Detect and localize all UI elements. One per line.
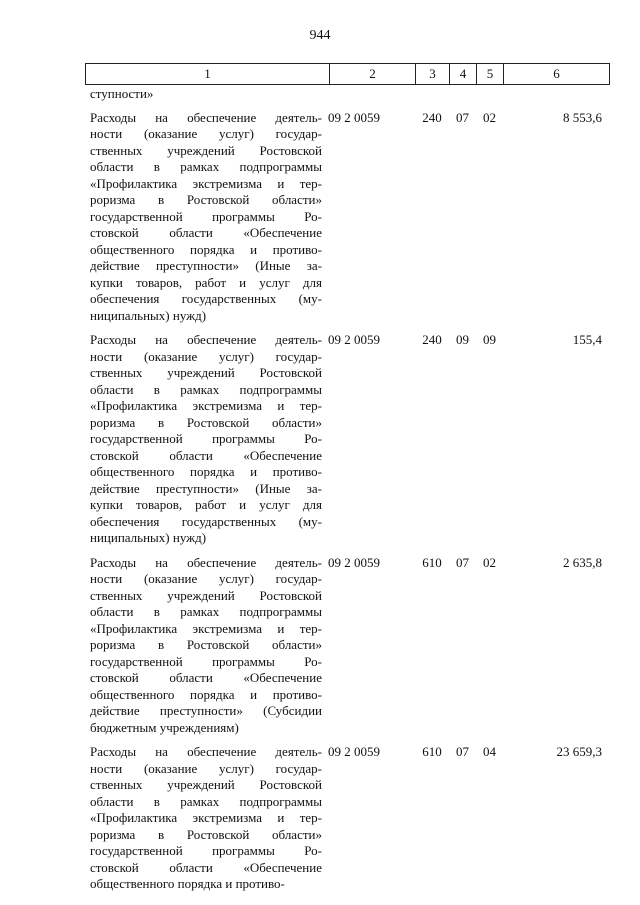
row-name-line: государственной программы Ро- <box>90 843 322 858</box>
row-vr: 610 <box>422 554 442 570</box>
table-row <box>85 110 610 325</box>
row-name-line: области в рамках подпрограммы <box>90 159 322 174</box>
header-col-5: 5 <box>477 64 504 84</box>
row-pr: 09 <box>483 332 496 347</box>
row-name-line: ственных учреждений Ростовской <box>90 777 322 792</box>
row-name-line: общественного порядка и противо- <box>90 686 322 702</box>
row-name-line: Расходы на обеспечение деятель- <box>90 744 322 759</box>
row-name-line: Расходы на обеспечение деятель- <box>90 332 322 347</box>
row-name-line: «Профилактика экстремизма и тер- <box>90 398 322 413</box>
row-rz: 07 <box>456 744 469 759</box>
row-name-line: «Профилактика экстремизма и тер- <box>90 175 322 191</box>
row-name-line: действие преступности» (Субсидии <box>90 703 322 718</box>
row-name-line: действие преступности» (Иные за- <box>90 258 322 273</box>
row-rz: 07 <box>456 109 469 125</box>
row-name <box>85 332 322 547</box>
row-name-line: общественного порядка и противо- <box>90 876 285 891</box>
table-rows <box>85 110 610 893</box>
row-name <box>85 110 322 325</box>
row-pr: 02 <box>483 554 496 570</box>
row-name-line: ственных учреждений Ростовской <box>90 142 322 158</box>
table-row <box>85 744 610 893</box>
row-code: 09 2 0059 <box>328 554 380 570</box>
row-name-line: купки товаров, работ и услуг для <box>90 274 322 290</box>
row-name-line: действие преступности» (Иные за- <box>90 480 322 496</box>
row-code: 09 2 0059 <box>328 332 380 347</box>
row-code: 09 2 0059 <box>328 109 380 125</box>
row-name-line: обеспечения государственных (му- <box>90 291 322 306</box>
row-name-line: государственной программы Ро- <box>90 208 322 224</box>
row-name-line: государственной программы Ро- <box>90 431 322 446</box>
table-row <box>85 332 610 547</box>
row-name <box>85 555 322 737</box>
row-name-line: стовской области «Обеспечение <box>90 447 322 463</box>
row-name-line: роризма в Ростовской области» <box>90 637 322 652</box>
page-number: 944 <box>309 28 331 43</box>
row-name-line: ности (оказание услуг) государ- <box>90 571 322 586</box>
row-name-line: стовской области «Обеспечение <box>90 670 322 685</box>
row-name-line: «Профилактика экстремизма и тер- <box>90 620 322 636</box>
header-col-3: 3 <box>416 64 450 84</box>
row-name-line: роризма в Ростовской области» <box>90 192 322 207</box>
row-name-line: стовской области «Обеспечение <box>90 859 322 875</box>
header-col-6: 6 <box>553 66 560 81</box>
row-name-line: ности (оказание услуг) государ- <box>90 126 322 141</box>
row-name-line: области в рамках подпрограммы <box>90 381 322 397</box>
row-code: 09 2 0059 <box>328 744 380 759</box>
row-name-line: государственной программы Ро- <box>90 653 322 669</box>
row-vr: 240 <box>422 109 442 125</box>
header-col-4: 4 <box>450 64 477 84</box>
row-name-line: общественного порядка и противо- <box>90 241 322 257</box>
row-sum: 2 635,8 <box>563 554 602 570</box>
row-name-line: ственных учреждений Ростовской <box>90 587 322 603</box>
row-name-line: «Профилактика экстремизма и тер- <box>90 810 322 825</box>
row-name-line: области в рамках подпрограммы <box>90 793 322 809</box>
row-name-line: роризма в Ростовской области» <box>90 414 322 430</box>
row-name-line: стовской области «Обеспечение <box>90 225 322 240</box>
row-name-line: ниципальных) нужд) <box>90 307 207 323</box>
row-vr: 240 <box>422 332 442 347</box>
row-sum: 23 659,3 <box>556 744 602 759</box>
header-col-2: 2 <box>330 64 416 84</box>
row-rz: 07 <box>456 554 469 570</box>
row-vr: 610 <box>422 744 442 759</box>
header-col-1: 1 <box>86 64 330 84</box>
row-sum: 8 553,6 <box>563 109 602 125</box>
table-row <box>85 555 610 737</box>
row-name-line: Расходы на обеспечение деятель- <box>90 554 322 570</box>
row-name-line: ственных учреждений Ростовской <box>90 365 322 380</box>
row-name-line: области в рамках подпрограммы <box>90 604 322 619</box>
row-name-line: роризма в Ростовской области» <box>90 826 322 842</box>
table-header <box>85 63 610 85</box>
row-name-line: ниципальных) нужд) <box>90 530 207 545</box>
table-body <box>85 86 610 901</box>
row-sum: 155,4 <box>572 332 602 347</box>
row-name-line: обеспечения государственных (му- <box>90 513 322 529</box>
continuation-text: ступности» <box>90 86 154 101</box>
row-pr: 02 <box>483 109 496 125</box>
row-name <box>85 744 322 893</box>
row-name-line: ности (оказание услуг) государ- <box>90 348 322 364</box>
row-pr: 04 <box>483 744 496 759</box>
row-name-line: купки товаров, работ и услуг для <box>90 497 322 512</box>
row-name-line: ности (оказание услуг) государ- <box>90 760 322 776</box>
row-rz: 09 <box>456 332 469 347</box>
row-name-line: бюджетным учреждениям) <box>90 719 239 735</box>
row-name-line: Расходы на обеспечение деятель- <box>90 109 322 125</box>
row-name-line: общественного порядка и противо- <box>90 464 322 479</box>
